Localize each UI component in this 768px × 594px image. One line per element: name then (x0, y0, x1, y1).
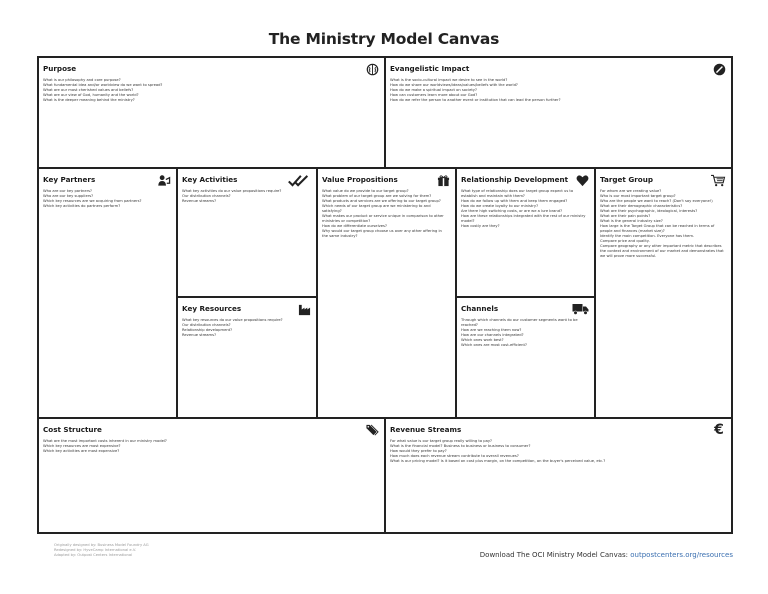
question-line: Which key activities are most expensive? (43, 449, 120, 453)
question-line: How would they prefer to pay? (390, 449, 447, 453)
question-line: Adapted by: Outpost Centers International (54, 553, 133, 557)
question-line: Who is our most important target group? (600, 194, 676, 198)
block-title: Channels (461, 304, 499, 313)
cost-structure-block (38, 418, 385, 533)
block-title: Evangelistic Impact (390, 64, 470, 73)
question-line: Our distribution channels? (182, 194, 231, 198)
footer-credits (54, 543, 149, 558)
question-line: Our distribution channels? (182, 323, 231, 327)
ministry-model-canvas (37, 56, 733, 534)
question-line: Compare price and quality. (600, 239, 650, 243)
page-title: The Ministry Model Canvas (268, 30, 500, 48)
factory-icon (297, 302, 311, 316)
block-questions (390, 439, 725, 464)
key-activities-block (177, 168, 317, 297)
question-line: What is the deeper meaning behind the ministry? (43, 98, 135, 102)
question-line: What are our most cherished values and beliefs? (43, 88, 134, 92)
question-line: Revenue streams? (182, 333, 217, 337)
question-line: Which ones are most cost-efficient? (461, 343, 527, 347)
block-questions (461, 189, 588, 229)
question-line: Are there high switching costs, or are we a lure brand? (461, 209, 563, 213)
price-tag-icon (365, 423, 379, 437)
question-line: Which key resources are we acquiring from partners? (43, 199, 142, 203)
question-line: What makes our product or service unique in comparison to other ministries or competition? (322, 214, 444, 223)
question-line: What is our philosophy and core purpose? (43, 78, 121, 82)
target-group-block (595, 168, 732, 418)
relationship-development-block (456, 168, 595, 297)
question-line: How do we make a spiritual impact on society? (390, 88, 477, 92)
question-line: What is the socio-cultural impact we desire to see in the world? (390, 78, 508, 82)
block-questions (600, 189, 725, 259)
block-title: Key Partners (43, 175, 96, 184)
question-line: Compare geography or any other important metric that describes the context and environment of our market and demonstrates that we will prove more successful. (600, 244, 724, 258)
question-line: For whom are we creating value? (600, 189, 662, 193)
question-line: What is our pricing model? Is it based on cost plus margin, on the competition, on the buyer's perceived value, etc.? (390, 459, 606, 463)
cart-icon (710, 173, 726, 187)
block-title: Target Group (600, 175, 653, 184)
question-line: What fundamental idea and/or worldview do we want to spread? (43, 83, 163, 87)
compass-icon (712, 62, 726, 76)
question-line: How do we create loyalty to our ministry? (461, 204, 539, 208)
question-line: Who are the people we want to reach? (Don't say everyone!) (600, 199, 713, 203)
evangelistic-impact-block (385, 57, 732, 168)
question-line: For what value is our target group really willing to pay? (390, 439, 493, 443)
question-line: Which ones work best? (461, 338, 504, 342)
block-title: Revenue Streams (390, 425, 462, 434)
question-line: What type of relationship does our target group expect us to establish and maintain with them? (461, 189, 574, 198)
question-line: How are we reaching them now? (461, 328, 522, 332)
block-title: Purpose (43, 64, 77, 73)
question-line: How large is the Target Group that can be reached in terms of people and finances (market size)? (600, 224, 715, 233)
question-line: How are our channels integrated? (461, 333, 524, 337)
block-title: Relationship Development (461, 175, 569, 184)
question-line: What problem of our target group are we solving for them? (322, 194, 432, 198)
question-line: What is the general industry size? (600, 219, 663, 223)
question-line: How do we follow up with them and keep them engaged? (461, 199, 568, 203)
question-line: Through which channels do our customer segments want to be reached? (461, 318, 578, 327)
question-line: How do we differentiate ourselves? (322, 224, 387, 228)
heart-icon (575, 173, 589, 187)
block-questions (461, 318, 588, 348)
block-questions (182, 318, 310, 338)
block-questions (43, 439, 378, 454)
question-line: Relationship development? (182, 328, 233, 332)
question-line: How can customers learn more about our God? (390, 93, 478, 97)
question-line: How are these relationships integrated with the rest of our ministry model? (461, 214, 586, 223)
question-line: Originally designed by: Business Model Foundry AG (54, 543, 149, 547)
question-line: Identify the main competition. Everyone has them. (600, 234, 695, 238)
block-questions (390, 78, 725, 103)
channels-block (456, 297, 595, 418)
euro-icon: € (714, 422, 724, 438)
block-questions (182, 189, 310, 204)
question-line: How costly are they? (461, 224, 500, 228)
question-line: What value do we provide to our target group? (322, 189, 409, 193)
question-line: How much does each revenue stream contribute to overall revenues? (390, 454, 519, 458)
question-line: Why would our target group choose us over any other offering in the same industry? (322, 229, 442, 238)
question-line: Which key activities do partners perform? (43, 204, 121, 208)
purpose-block (38, 57, 385, 168)
question-line: What are our view of God, humanity and the world? (43, 93, 139, 97)
block-questions (43, 189, 170, 209)
partners-icon (157, 173, 171, 187)
block-title: Value Propositions (322, 175, 398, 184)
question-line: Who are our key suppliers? (43, 194, 94, 198)
block-questions (322, 189, 449, 239)
question-line: Who are our key partners? (43, 189, 93, 193)
block-title: Cost Structure (43, 425, 102, 434)
question-line: How do we refer the person to another event or institution that can lead the person further? (390, 98, 561, 102)
question-line: What are their demographic characteristics? (600, 204, 683, 208)
download-text: Download The OCI Ministry Model Canvas: (479, 551, 631, 559)
question-line: Which key resources are most expensive? (43, 444, 121, 448)
key-resources-block (177, 297, 317, 418)
block-questions (43, 78, 378, 103)
key-partners-block (38, 168, 177, 418)
question-line: What are the most important costs inherent in our ministry model? (43, 439, 167, 443)
question-line: What products and services are we offering to our target group? (322, 199, 441, 203)
revenue-streams-block (385, 418, 732, 533)
gift-icon (436, 173, 450, 187)
question-line: What are their pain points? (600, 214, 651, 218)
value-propositions-block (317, 168, 456, 418)
block-title: Key Activities (182, 175, 238, 184)
question-line: What key activities do our value propositions require? (182, 189, 282, 193)
brain-icon (365, 62, 379, 76)
download-link[interactable]: outpostcenters.org/resources (630, 551, 733, 559)
question-line: What are their psychographic, ideological, interests? (600, 209, 698, 213)
question-line: Redesigned by: HyveCamp International e.V. (54, 548, 137, 552)
footer-download (480, 551, 733, 559)
truck-icon (572, 302, 589, 316)
question-line: What is the financial model? Business to business or business to consumer? (390, 444, 531, 448)
block-title: Key Resources (182, 304, 242, 313)
question-line: Which needs of our target group are we ministering to and satisfying? (322, 204, 431, 213)
question-line: How do we share our worldviews/ideas/values/beliefs with the world? (390, 83, 518, 87)
question-line: What key resources do our value propositions require? (182, 318, 283, 322)
question-line: Revenue streams? (182, 199, 217, 203)
double-check-icon (287, 173, 311, 187)
